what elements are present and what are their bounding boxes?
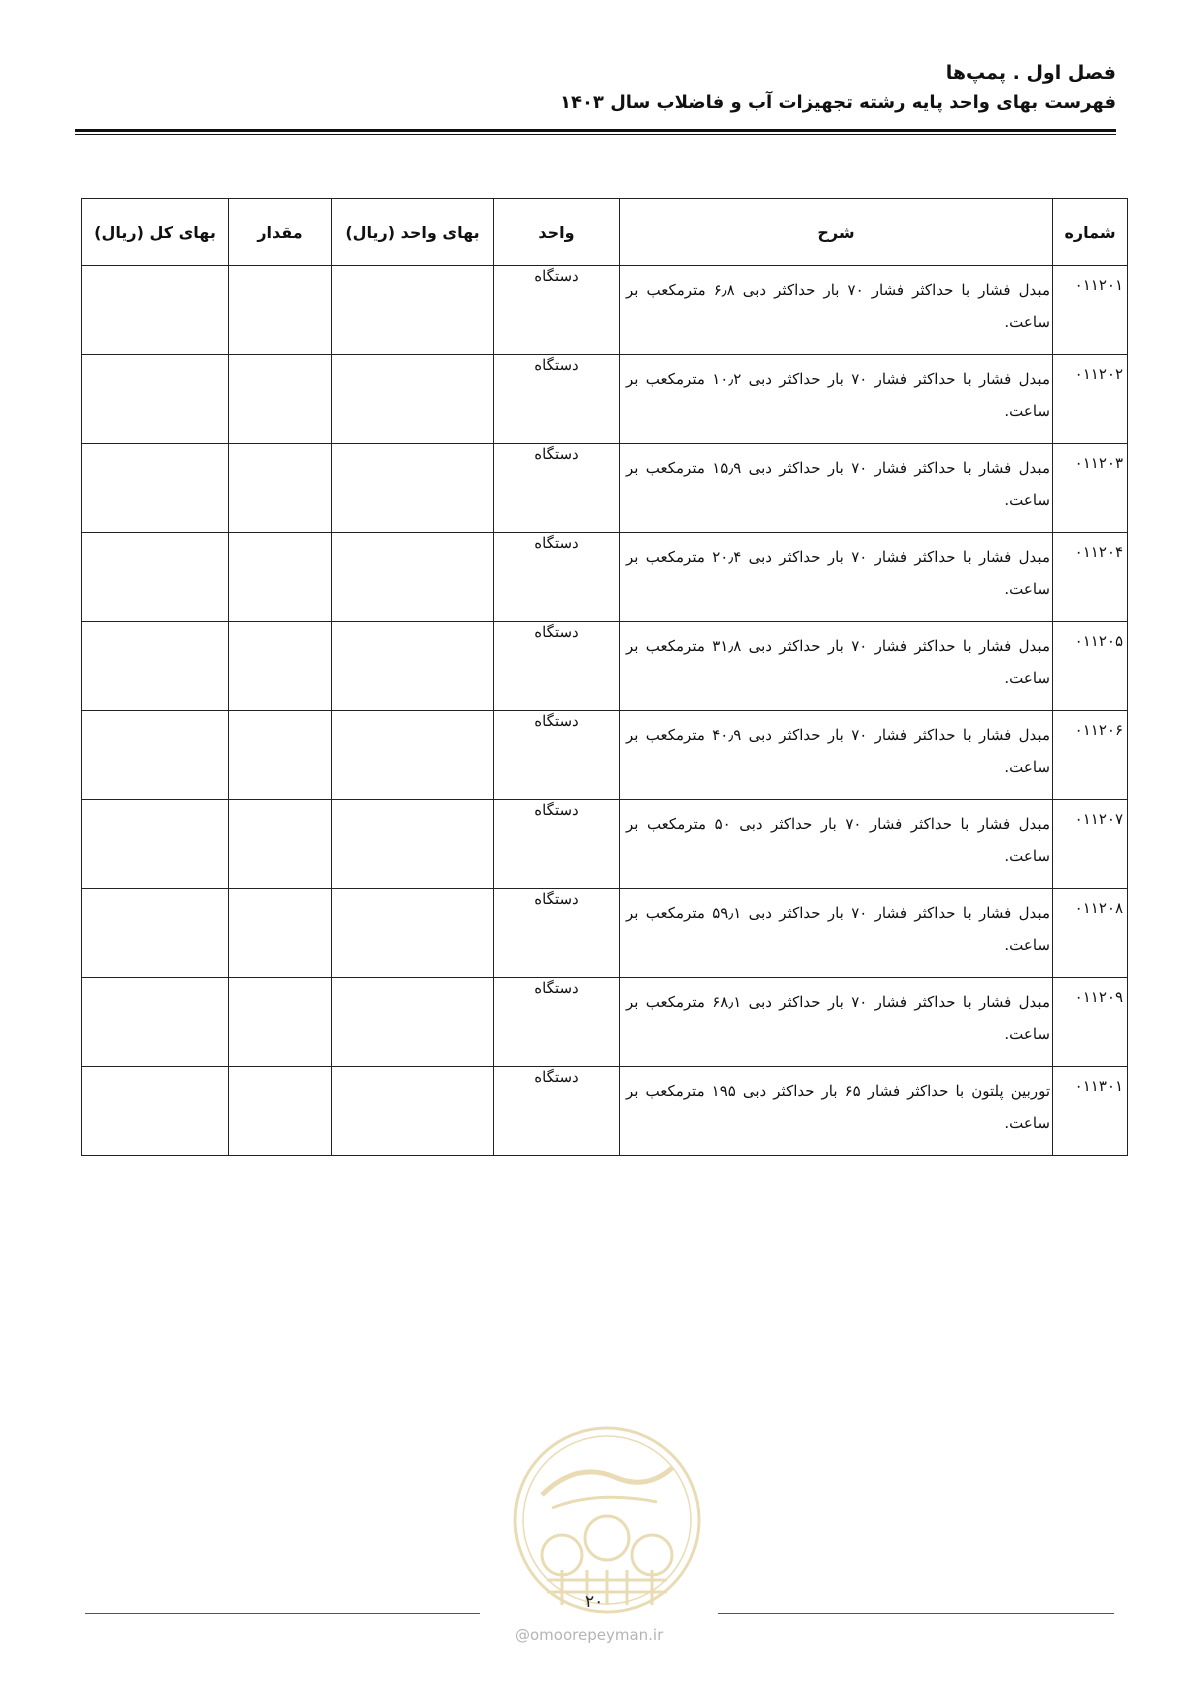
chapter-title: فصل اول . پمپ‌ها [945,62,1116,84]
table-row [82,266,1128,355]
row-unit: دستگاه [494,533,620,622]
row-quantity [229,266,332,355]
table-row [82,889,1128,978]
footer-rule-right [718,1613,1114,1614]
header-unit-price: بهای واحد (ریال) [332,199,494,266]
row-code: ۰۱۱۲۰۵ [1074,632,1123,650]
row-total-price [82,444,229,533]
row-total-price [82,622,229,711]
row-description: مبدل فشار با حداکثر فشار ۷۰ بار حداکثر دبی ۴۰٫۹ مترمکعب بر ساعت. [620,711,1053,800]
row-unit-price [332,622,494,711]
table-row [82,978,1128,1067]
row-unit: دستگاه [494,889,620,978]
row-quantity [229,711,332,800]
row-unit-price [332,1067,494,1156]
row-description: مبدل فشار با حداکثر فشار ۷۰ بار حداکثر دبی ۵۰ مترمکعب بر ساعت. [620,800,1053,889]
header-total-price: بهای کل (ریال) [82,199,229,266]
row-unit: دستگاه [494,444,620,533]
row-code: ۰۱۱۲۰۸ [1074,899,1123,917]
row-unit-price [332,355,494,444]
table-row [82,533,1128,622]
row-unit-price [332,444,494,533]
row-description: توربین پلتون با حداکثر فشار ۶۵ بار حداکثر دبی ۱۹۵ مترمکعب بر ساعت. [620,1067,1053,1156]
row-total-price [82,800,229,889]
watermark-url: @omoorepeyman.ir [515,1626,664,1644]
row-code: ۰۱۱۲۰۶ [1074,721,1123,739]
row-description: مبدل فشار با حداکثر فشار ۷۰ بار حداکثر دبی ۵۹٫۱ مترمکعب بر ساعت. [620,889,1053,978]
row-description: مبدل فشار با حداکثر فشار ۷۰ بار حداکثر دبی ۳۱٫۸ مترمکعب بر ساعت. [620,622,1053,711]
row-unit-price [332,800,494,889]
row-unit: دستگاه [494,711,620,800]
header-description: شرح [620,199,1053,266]
row-unit-price [332,266,494,355]
row-unit: دستگاه [494,800,620,889]
table-row [82,711,1128,800]
row-unit-price [332,889,494,978]
table-row [82,800,1128,889]
header-code: شماره [1053,199,1128,266]
row-unit: دستگاه [494,622,620,711]
row-unit: دستگاه [494,1067,620,1156]
table-header-row [82,199,1128,266]
row-unit-price [332,711,494,800]
table-row [82,622,1128,711]
header-quantity: مقدار [229,199,332,266]
row-description: مبدل فشار با حداکثر فشار ۷۰ بار حداکثر دبی ۱۰٫۲ مترمکعب بر ساعت. [620,355,1053,444]
row-total-price [82,978,229,1067]
row-description: مبدل فشار با حداکثر فشار ۷۰ بار حداکثر دبی ۶۸٫۱ مترمکعب بر ساعت. [620,978,1053,1067]
row-total-price [82,533,229,622]
row-quantity [229,800,332,889]
table-row [82,355,1128,444]
row-code: ۰۱۱۲۰۳ [1074,454,1123,472]
row-total-price [82,889,229,978]
row-total-price [82,266,229,355]
document-title: فهرست بهای واحد پایه رشته تجهیزات آب و فاضلاب سال ۱۴۰۳ [559,92,1116,113]
row-code: ۰۱۱۲۰۴ [1074,543,1123,561]
watermark-logo [507,1420,707,1620]
header-rule-thin [75,134,1116,135]
page-header [560,58,1116,118]
table-row [82,444,1128,533]
row-unit: دستگاه [494,978,620,1067]
row-quantity [229,444,332,533]
row-unit: دستگاه [494,355,620,444]
row-quantity [229,533,332,622]
footer-rule-left [85,1613,480,1614]
row-quantity [229,978,332,1067]
header-unit: واحد [494,199,620,266]
row-unit-price [332,978,494,1067]
row-code: ۰۱۱۲۰۷ [1074,810,1123,828]
row-code: ۰۱۱۲۰۱ [1074,276,1123,294]
row-description: مبدل فشار با حداکثر فشار ۷۰ بار حداکثر دبی ۱۵٫۹ مترمکعب بر ساعت. [620,444,1053,533]
row-total-price [82,1067,229,1156]
row-code: ۰۱۱۳۰۱ [1074,1077,1123,1095]
header-rule-thick [75,129,1116,132]
row-quantity [229,355,332,444]
table-row [82,1067,1128,1156]
row-code: ۰۱۱۲۰۹ [1074,988,1123,1006]
row-quantity [229,1067,332,1156]
row-code: ۰۱۱۲۰۲ [1074,365,1123,383]
row-unit: دستگاه [494,266,620,355]
row-description: مبدل فشار با حداکثر فشار ۷۰ بار حداکثر دبی ۶٫۸ مترمکعب بر ساعت. [620,266,1053,355]
row-quantity [229,622,332,711]
price-list-table [81,198,1128,1156]
row-total-price [82,711,229,800]
row-quantity [229,889,332,978]
row-total-price [82,355,229,444]
page-number: ۲۰ [585,1592,604,1612]
row-unit-price [332,533,494,622]
row-description: مبدل فشار با حداکثر فشار ۷۰ بار حداکثر دبی ۲۰٫۴ مترمکعب بر ساعت. [620,533,1053,622]
